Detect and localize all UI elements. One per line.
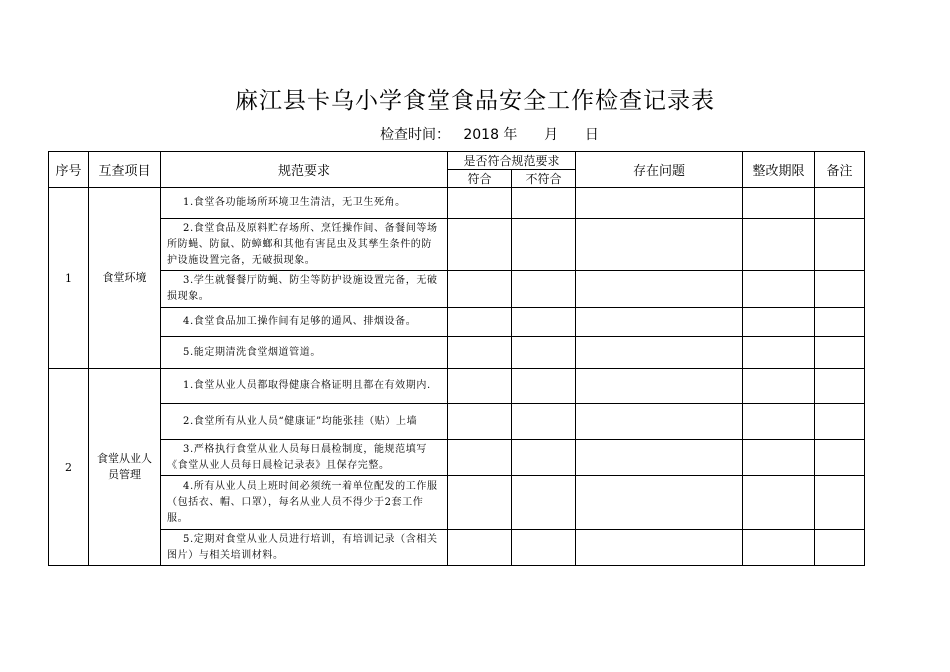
issue-cell[interactable]	[576, 188, 743, 219]
section-number: 1	[49, 188, 89, 369]
remarks-cell[interactable]	[815, 440, 865, 476]
issue-cell[interactable]	[576, 219, 743, 271]
noncompliant-cell[interactable]	[512, 219, 576, 271]
deadline-cell[interactable]	[743, 219, 815, 271]
noncompliant-cell[interactable]	[512, 530, 576, 566]
deadline-cell[interactable]	[743, 369, 815, 404]
requirement-cell: 1.食堂各功能场所环境卫生清洁，无卫生死角。	[161, 188, 448, 219]
header-yes: 符合	[448, 170, 512, 188]
requirement-cell: 2.食堂所有从业人员“健康证”均能张挂（贴）上墙	[161, 404, 448, 440]
requirement-cell: 4.食堂食品加工操作间有足够的通风、排烟设备。	[161, 308, 448, 337]
header-remarks: 备注	[815, 152, 865, 188]
compliant-cell[interactable]	[448, 337, 512, 369]
header-deadline: 整改期限	[743, 152, 815, 188]
noncompliant-cell[interactable]	[512, 337, 576, 369]
table-row	[49, 219, 865, 271]
deadline-cell[interactable]	[743, 476, 815, 530]
noncompliant-cell[interactable]	[512, 271, 576, 308]
header-compliance: 是否符合规范要求	[448, 152, 576, 170]
issue-cell[interactable]	[576, 308, 743, 337]
remarks-cell[interactable]	[815, 188, 865, 219]
header-no: 不符合	[512, 170, 576, 188]
requirement-cell: 5.定期对食堂从业人员进行培训，有培训记录（含相关图片）与相关培训材料。	[161, 530, 448, 566]
section-item: 食堂环境	[89, 188, 161, 369]
noncompliant-cell[interactable]	[512, 404, 576, 440]
deadline-cell[interactable]	[743, 337, 815, 369]
requirement-cell: 3.学生就餐餐厅防蝇、防尘等防护设施设置完备，无破损现象。	[161, 271, 448, 308]
compliant-cell[interactable]	[448, 188, 512, 219]
table-row	[49, 369, 865, 404]
table-row	[49, 404, 865, 440]
issue-cell[interactable]	[576, 271, 743, 308]
issue-cell[interactable]	[576, 440, 743, 476]
deadline-cell[interactable]	[743, 404, 815, 440]
deadline-cell[interactable]	[743, 271, 815, 308]
issue-cell[interactable]	[576, 337, 743, 369]
header-requirement: 规范要求	[161, 152, 448, 188]
issue-cell[interactable]	[576, 530, 743, 566]
header-seq: 序号	[49, 152, 89, 188]
deadline-cell[interactable]	[743, 440, 815, 476]
remarks-cell[interactable]	[815, 530, 865, 566]
inspection-date: 检查时间： 2018 年 月 日	[380, 127, 599, 143]
header-item: 互查项目	[89, 152, 161, 188]
remarks-cell[interactable]	[815, 308, 865, 337]
remarks-cell[interactable]	[815, 404, 865, 440]
requirement-cell: 4.所有从业人员上班时间必须统一着单位配发的工作服（包括衣、帽、口罩），每名从业人员不得少于2套工作服。	[161, 476, 448, 530]
issue-cell[interactable]	[576, 369, 743, 404]
page-title: 麻江县卡乌小学食堂食品安全工作检查记录表	[235, 88, 715, 114]
noncompliant-cell[interactable]	[512, 476, 576, 530]
compliant-cell[interactable]	[448, 440, 512, 476]
noncompliant-cell[interactable]	[512, 440, 576, 476]
compliant-cell[interactable]	[448, 271, 512, 308]
compliant-cell[interactable]	[448, 404, 512, 440]
remarks-cell[interactable]	[815, 219, 865, 271]
table-row	[49, 530, 865, 566]
noncompliant-cell[interactable]	[512, 369, 576, 404]
section-number: 2	[49, 369, 89, 566]
table-row	[49, 308, 865, 337]
table-row	[49, 188, 865, 219]
header-issues: 存在问题	[576, 152, 743, 188]
remarks-cell[interactable]	[815, 337, 865, 369]
compliant-cell[interactable]	[448, 308, 512, 337]
section-item: 食堂从业人员管理	[89, 369, 161, 566]
compliant-cell[interactable]	[448, 219, 512, 271]
inspection-table	[48, 151, 865, 566]
requirement-cell: 2.食堂食品及原料贮存场所、烹饪操作间、备餐间等场所防蝇、防鼠、防蟑螂和其他有害昆虫及其孳生条件的防护设施设置完备，无破损现象。	[161, 219, 448, 271]
deadline-cell[interactable]	[743, 188, 815, 219]
deadline-cell[interactable]	[743, 308, 815, 337]
header-row	[49, 152, 865, 170]
remarks-cell[interactable]	[815, 271, 865, 308]
requirement-cell: 5.能定期清洗食堂烟道管道。	[161, 337, 448, 369]
compliant-cell[interactable]	[448, 530, 512, 566]
issue-cell[interactable]	[576, 476, 743, 530]
deadline-cell[interactable]	[743, 530, 815, 566]
compliant-cell[interactable]	[448, 369, 512, 404]
requirement-cell: 3.严格执行食堂从业人员每日晨检制度，能规范填写《食堂从业人员每日晨检记录表》且保存完整。	[161, 440, 448, 476]
table-row	[49, 476, 865, 530]
noncompliant-cell[interactable]	[512, 308, 576, 337]
noncompliant-cell[interactable]	[512, 188, 576, 219]
remarks-cell[interactable]	[815, 476, 865, 530]
table-row	[49, 271, 865, 308]
requirement-cell: 1.食堂从业人员都取得健康合格证明且都在有效期内.	[161, 369, 448, 404]
compliant-cell[interactable]	[448, 476, 512, 530]
issue-cell[interactable]	[576, 404, 743, 440]
table-row	[49, 337, 865, 369]
remarks-cell[interactable]	[815, 369, 865, 404]
table-row	[49, 440, 865, 476]
